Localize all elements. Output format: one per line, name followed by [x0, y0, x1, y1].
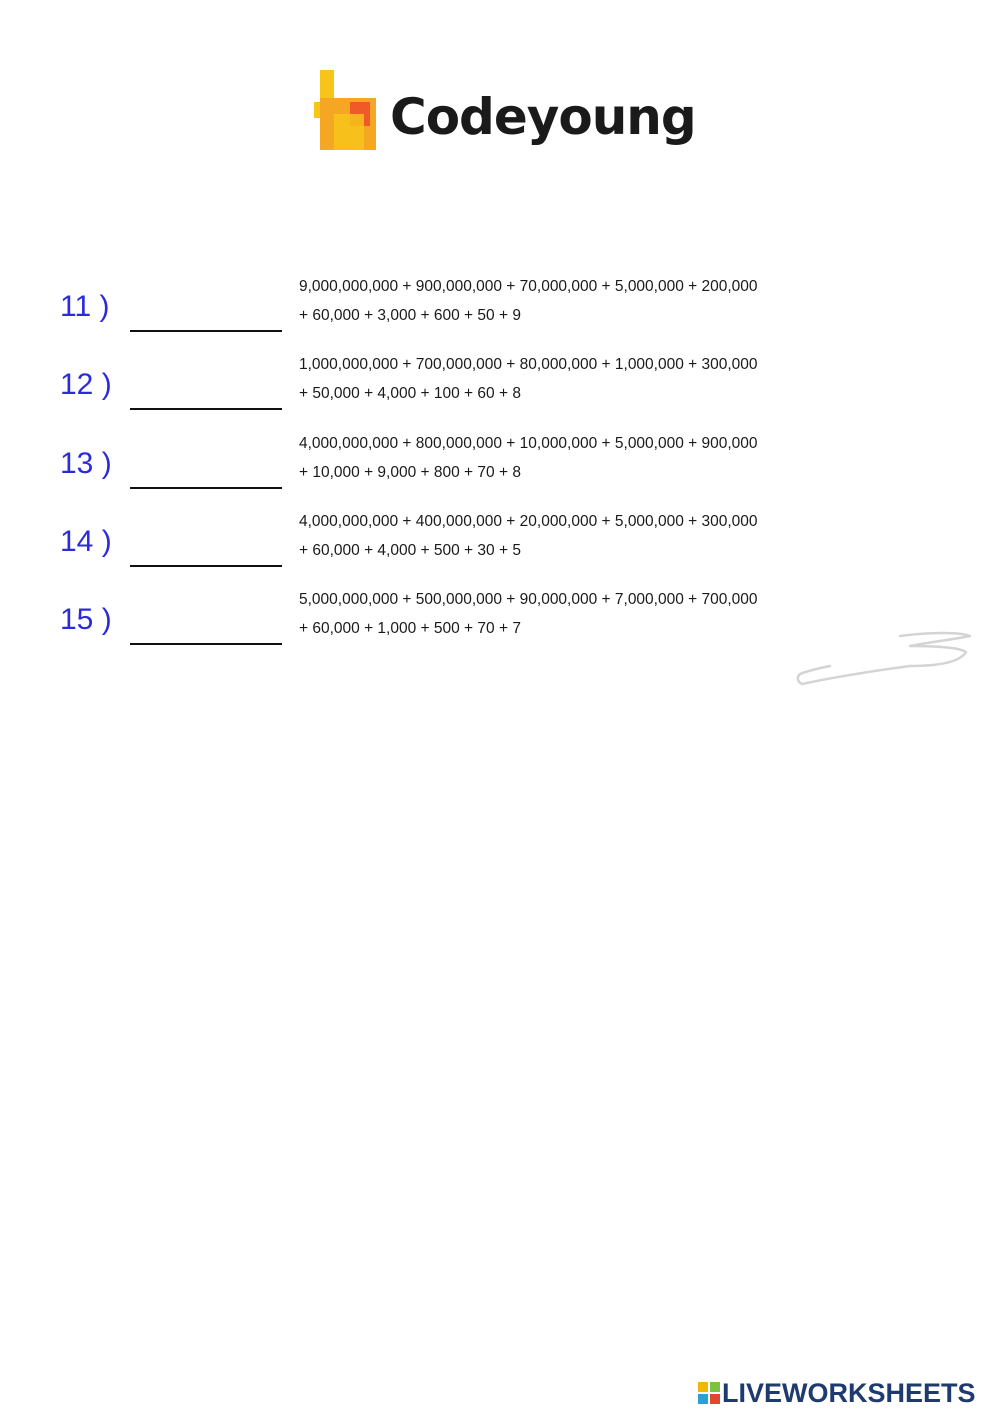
answer-field[interactable]	[130, 390, 282, 410]
answer-field[interactable]	[130, 312, 282, 332]
expression-line-1: 4,000,000,000 + 400,000,000 + 20,000,000 + 5,000,000 + 300,000	[299, 513, 758, 530]
question-number: 15 )	[60, 603, 112, 636]
answer-field[interactable]	[130, 469, 282, 489]
question-number: 11 )	[60, 290, 110, 323]
answer-field[interactable]	[130, 547, 282, 567]
question-number: 14 )	[60, 525, 112, 558]
expression-line-2: + 60,000 + 3,000 + 600 + 50 + 9	[299, 307, 521, 324]
liveworksheets-logo-icon	[698, 1382, 720, 1404]
liveworksheets-wordmark: LIVEWORKSHEETS	[722, 1378, 976, 1408]
problem-14	[0, 513, 1000, 577]
question-number: 12 )	[60, 368, 112, 401]
problem-13	[0, 435, 1000, 499]
answer-field[interactable]	[130, 625, 282, 645]
expression-line-2: + 60,000 + 1,000 + 500 + 70 + 7	[299, 620, 521, 637]
problem-12	[0, 356, 1000, 420]
problem-11	[0, 278, 1000, 342]
liveworksheets-brand	[698, 1378, 998, 1410]
expression-line-2: + 50,000 + 4,000 + 100 + 60 + 8	[299, 385, 521, 402]
pen-scribble	[790, 626, 975, 696]
expression-line-1: 4,000,000,000 + 800,000,000 + 10,000,000 + 5,000,000 + 900,000	[299, 435, 758, 452]
expression-line-1: 9,000,000,000 + 900,000,000 + 70,000,000 + 5,000,000 + 200,000	[299, 278, 758, 295]
expression-line-1: 5,000,000,000 + 500,000,000 + 90,000,000 + 7,000,000 + 700,000	[299, 591, 758, 608]
expression-line-2: + 60,000 + 4,000 + 500 + 30 + 5	[299, 542, 521, 559]
question-number: 13 )	[60, 447, 112, 480]
codeyoung-logo-icon	[312, 66, 378, 156]
expression-line-2: + 10,000 + 9,000 + 800 + 70 + 8	[299, 464, 521, 481]
expression-line-1: 1,000,000,000 + 700,000,000 + 80,000,000 + 1,000,000 + 300,000	[299, 356, 758, 373]
logo-wordmark: Codeyoung	[390, 88, 696, 146]
codeyoung-logo	[312, 66, 712, 166]
